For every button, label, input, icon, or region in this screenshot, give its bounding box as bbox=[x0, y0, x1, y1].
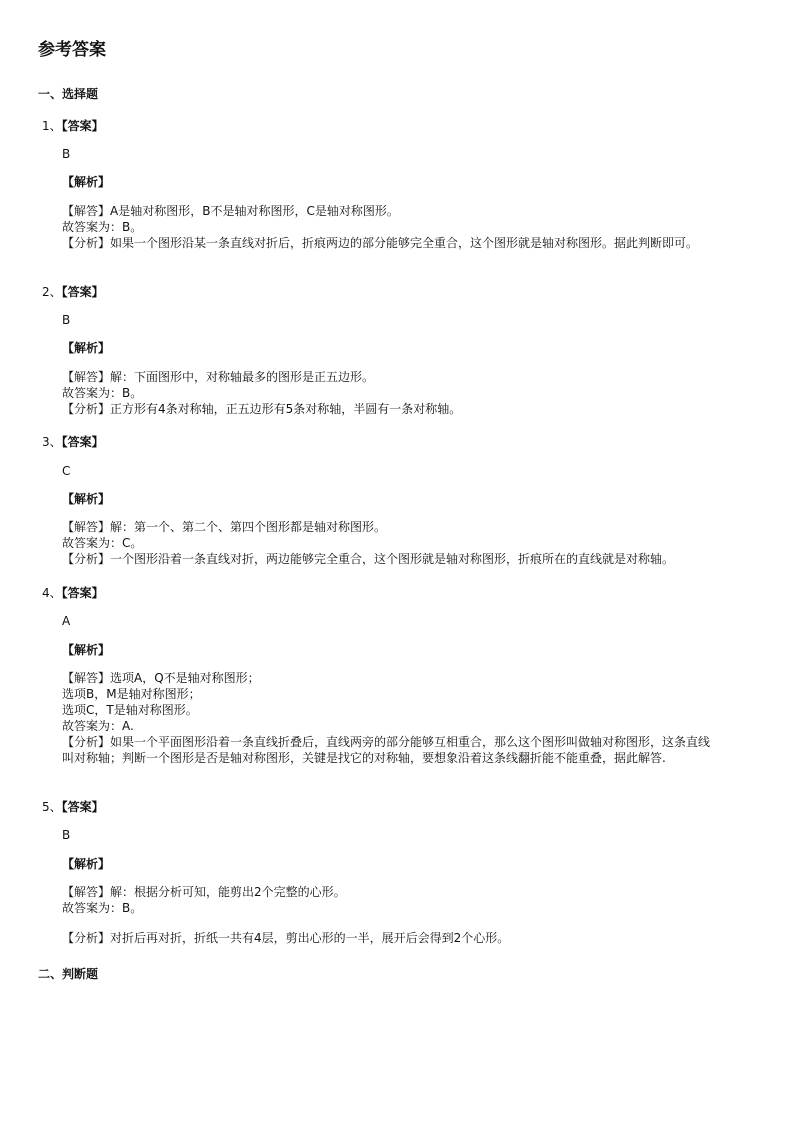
explanation-line: 选项B，M是轴对称图形； bbox=[62, 687, 201, 701]
explanation-line: 【解答】解：下面图形中，对称轴最多的图形是正五边形。 bbox=[62, 370, 375, 384]
explanation-line: 【分析】如果一个图形沿某一条直线对折后，折痕两边的部分能够完全重合，这个图形就是轴对称图形。据此判断即可。 bbox=[62, 236, 699, 250]
question-3-answer-letter: C bbox=[62, 464, 71, 478]
question-5-header bbox=[42, 799, 104, 815]
page-title: 参考答案 bbox=[38, 40, 106, 60]
question-number: 1、 bbox=[42, 119, 62, 133]
question-4-header bbox=[42, 585, 104, 601]
explanation-line: 【分析】如果一个平面图形沿着一条直线折叠后，直线两旁的部分能够互相重合，那么这个图形叫做轴对称图形，这条直线叫对称轴；判断一个图形是否是轴对称图形，关键是找它的对称轴，要想象沿着这条线翻折能不能重叠，据此解答. bbox=[62, 735, 711, 765]
question-number: 4、 bbox=[42, 586, 62, 600]
explanation-line: 【解答】A是轴对称图形，B不是轴对称图形，C是轴对称图形。 bbox=[62, 204, 399, 218]
explanation-line: 【分析】对折后再对折，折纸一共有4层，剪出心形的一半，展开后会得到2个心形。 bbox=[62, 931, 510, 945]
question-3-explanation bbox=[62, 519, 712, 567]
explanation-line: 故答案为：C。 bbox=[62, 536, 143, 550]
section-heading-multiple-choice: 一、选择题 bbox=[38, 87, 99, 101]
question-number: 5、 bbox=[42, 800, 62, 814]
question-2-explanation bbox=[62, 369, 712, 417]
section-heading-true-false: 二、判断题 bbox=[38, 967, 99, 981]
question-1-analysis-tag: 【解析】 bbox=[62, 175, 111, 189]
question-2-answer-letter: B bbox=[62, 313, 71, 327]
explanation-line: 【分析】一个图形沿着一条直线对折，两边能够完全重合，这个图形就是轴对称图形，折痕所在的直线就是对称轴。 bbox=[62, 552, 675, 566]
explanation-line: 【解答】选项A，Q不是轴对称图形； bbox=[62, 671, 260, 685]
question-3-header bbox=[42, 434, 104, 450]
question-1-answer-letter: B bbox=[62, 147, 71, 161]
spacer bbox=[62, 916, 712, 930]
explanation-line: 故答案为：B。 bbox=[62, 220, 143, 234]
explanation-line: 故答案为：A. bbox=[62, 719, 134, 733]
question-5-answer-letter: B bbox=[62, 828, 71, 842]
question-number: 3、 bbox=[42, 435, 62, 449]
answer-tag: 【答案】 bbox=[61, 586, 104, 600]
question-4-analysis-tag: 【解析】 bbox=[62, 643, 111, 657]
answer-tag: 【答案】 bbox=[61, 285, 104, 299]
question-1-header bbox=[42, 118, 104, 134]
question-2-analysis-tag: 【解析】 bbox=[62, 341, 111, 355]
answer-tag: 【答案】 bbox=[61, 800, 104, 814]
question-4-answer-letter: A bbox=[62, 614, 71, 628]
question-1-explanation bbox=[62, 203, 712, 251]
question-2-header bbox=[42, 284, 104, 300]
explanation-line: 故答案为：B。 bbox=[62, 386, 143, 400]
question-3-analysis-tag: 【解析】 bbox=[62, 492, 111, 506]
question-4-explanation bbox=[62, 670, 712, 766]
question-5-explanation bbox=[62, 884, 712, 946]
question-5-analysis-tag: 【解析】 bbox=[62, 857, 111, 871]
explanation-line: 【分析】正方形有4条对称轴，正五边形有5条对称轴，半圆有一条对称轴。 bbox=[62, 402, 462, 416]
explanation-line: 【解答】解：根据分析可知，能剪出2个完整的心形。 bbox=[62, 885, 346, 899]
explanation-line: 故答案为：B。 bbox=[62, 901, 143, 915]
question-number: 2、 bbox=[42, 285, 62, 299]
explanation-line: 【解答】解：第一个、第二个、第四个图形都是轴对称图形。 bbox=[62, 520, 387, 534]
answer-tag: 【答案】 bbox=[61, 119, 104, 133]
explanation-line: 选项C，T是轴对称图形。 bbox=[62, 703, 198, 717]
answer-tag: 【答案】 bbox=[61, 435, 104, 449]
